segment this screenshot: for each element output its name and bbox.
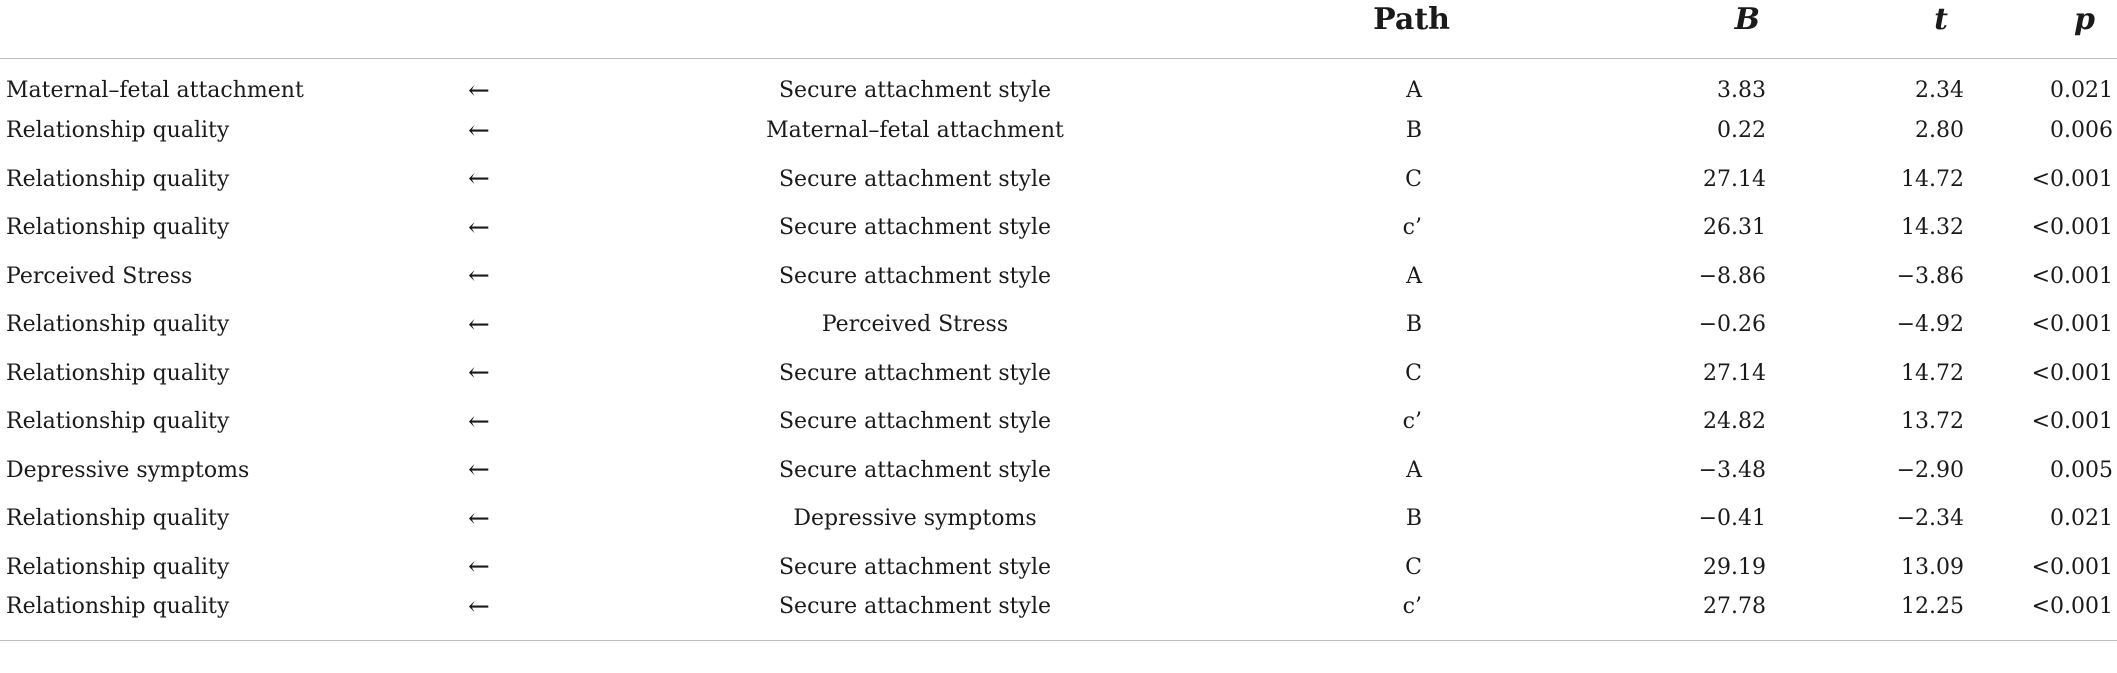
cell-outcome: Relationship quality bbox=[6, 166, 230, 192]
cell-path: B bbox=[1405, 312, 1422, 338]
table-row bbox=[0, 58, 2117, 107]
cell-predictor: Secure attachment style bbox=[778, 263, 1051, 289]
cell-t: −2.34 bbox=[1896, 506, 1964, 532]
cell-predictor: Secure attachment style bbox=[778, 457, 1051, 483]
table-row bbox=[0, 398, 2117, 447]
cell-t: −4.92 bbox=[1896, 312, 1964, 338]
cell-outcome: Relationship quality bbox=[6, 360, 230, 386]
cell-arrow: ← bbox=[468, 503, 490, 534]
cell-outcome: Relationship quality bbox=[0, 592, 420, 641]
cell-arrow: ← bbox=[468, 358, 490, 389]
table-row bbox=[0, 495, 2117, 544]
table-row bbox=[0, 301, 2117, 350]
cell-p: 0.005 bbox=[2050, 457, 2113, 483]
table-row bbox=[0, 155, 2117, 204]
header-b: B bbox=[1520, 0, 1810, 58]
table-body bbox=[0, 58, 2117, 640]
header-path: Path bbox=[1210, 0, 1520, 58]
cell-outcome: Relationship quality bbox=[6, 554, 230, 580]
cell-predictor: Secure attachment style bbox=[778, 409, 1051, 435]
cell-outcome: Relationship quality bbox=[6, 312, 230, 338]
cell-arrow: ← bbox=[468, 406, 490, 437]
cell-t: 14.72 bbox=[1901, 166, 1964, 192]
cell-predictor: Perceived Stress bbox=[821, 312, 1009, 338]
cell-b: 24.82 bbox=[1703, 409, 1766, 435]
table-row bbox=[0, 446, 2117, 495]
cell-predictor: Secure attachment style bbox=[778, 215, 1051, 241]
cell-arrow: ← bbox=[468, 212, 490, 243]
table-row bbox=[0, 204, 2117, 253]
table-header-row bbox=[0, 0, 2117, 58]
cell-t: 13.72 bbox=[1901, 409, 1964, 435]
header-t: t bbox=[1810, 0, 2000, 58]
cell-predictor: Secure attachment style bbox=[778, 554, 1051, 580]
header-arrow bbox=[420, 0, 650, 58]
cell-p: <0.001 bbox=[2000, 592, 2117, 641]
cell-path: C bbox=[1405, 166, 1422, 192]
cell-path: C bbox=[1405, 360, 1422, 386]
cell-t: −3.86 bbox=[1896, 263, 1964, 289]
cell-path: c’ bbox=[1402, 409, 1422, 435]
cell-predictor: Secure attachment style bbox=[650, 592, 1210, 641]
table-row bbox=[0, 592, 2117, 641]
cell-predictor: Maternal–fetal attachment bbox=[766, 118, 1064, 144]
cell-arrow: ← bbox=[468, 309, 490, 340]
header-p: p bbox=[2000, 0, 2117, 58]
cell-path: A bbox=[1406, 457, 1422, 483]
cell-b: −0.26 bbox=[1698, 312, 1766, 338]
cell-t: 14.32 bbox=[1901, 215, 1964, 241]
table-row bbox=[0, 107, 2117, 156]
cell-arrow: ← bbox=[468, 455, 490, 486]
table-row bbox=[0, 349, 2117, 398]
cell-b: 27.14 bbox=[1703, 166, 1766, 192]
cell-outcome: Relationship quality bbox=[6, 506, 230, 532]
cell-t: 12.25 bbox=[1810, 592, 2000, 641]
cell-t: −2.90 bbox=[1896, 457, 1964, 483]
cell-p: 0.006 bbox=[2050, 118, 2113, 144]
cell-p: <0.001 bbox=[2031, 166, 2113, 192]
cell-b: −0.41 bbox=[1698, 506, 1766, 532]
cell-path: B bbox=[1405, 118, 1422, 144]
cell-path: C bbox=[1405, 554, 1422, 580]
cell-path: c’ bbox=[1402, 215, 1422, 241]
cell-outcome: Depressive symptoms bbox=[6, 457, 250, 483]
cell-outcome: Perceived Stress bbox=[6, 263, 193, 289]
cell-t: 2.34 bbox=[1915, 78, 1964, 103]
cell-outcome: Maternal–fetal attachment bbox=[6, 78, 304, 103]
cell-arrow: ← bbox=[468, 75, 490, 106]
cell-t: 13.09 bbox=[1901, 554, 1964, 580]
cell-p: <0.001 bbox=[2031, 409, 2113, 435]
cell-b: 29.19 bbox=[1703, 554, 1766, 580]
cell-p: <0.001 bbox=[2031, 215, 2113, 241]
cell-outcome: Relationship quality bbox=[6, 118, 230, 144]
cell-arrow: ← bbox=[468, 164, 490, 195]
cell-b: 3.83 bbox=[1717, 78, 1766, 103]
header-outcome bbox=[0, 0, 420, 58]
cell-b: 27.78 bbox=[1520, 592, 1810, 641]
cell-outcome: Relationship quality bbox=[6, 215, 230, 241]
cell-predictor: Secure attachment style bbox=[778, 360, 1051, 386]
cell-p: 0.021 bbox=[2050, 506, 2113, 532]
header-predictor bbox=[650, 0, 1210, 58]
cell-t: 14.72 bbox=[1901, 360, 1964, 386]
cell-predictor: Depressive symptoms bbox=[793, 506, 1037, 532]
cell-p: <0.001 bbox=[2031, 554, 2113, 580]
cell-arrow: ← bbox=[468, 115, 490, 146]
cell-path: B bbox=[1405, 506, 1422, 532]
cell-path: A bbox=[1406, 78, 1422, 103]
cell-p: <0.001 bbox=[2031, 312, 2113, 338]
table-row bbox=[0, 252, 2117, 301]
cell-b: −3.48 bbox=[1698, 457, 1766, 483]
cell-p: <0.001 bbox=[2031, 360, 2113, 386]
cell-b: −8.86 bbox=[1698, 263, 1766, 289]
cell-arrow: ← bbox=[420, 592, 650, 641]
cell-p: <0.001 bbox=[2031, 263, 2113, 289]
cell-predictor: Secure attachment style bbox=[778, 78, 1051, 103]
cell-arrow: ← bbox=[468, 552, 490, 583]
cell-b: 27.14 bbox=[1703, 360, 1766, 386]
cell-p: 0.021 bbox=[2050, 78, 2113, 103]
cell-b: 26.31 bbox=[1703, 215, 1766, 241]
cell-b: 0.22 bbox=[1717, 118, 1766, 144]
cell-predictor: Secure attachment style bbox=[778, 166, 1051, 192]
cell-outcome: Relationship quality bbox=[6, 409, 230, 435]
table-row bbox=[0, 543, 2117, 592]
cell-path: c’ bbox=[1210, 592, 1520, 641]
cell-t: 2.80 bbox=[1915, 118, 1964, 144]
cell-path: A bbox=[1406, 263, 1422, 289]
cell-arrow: ← bbox=[468, 261, 490, 292]
